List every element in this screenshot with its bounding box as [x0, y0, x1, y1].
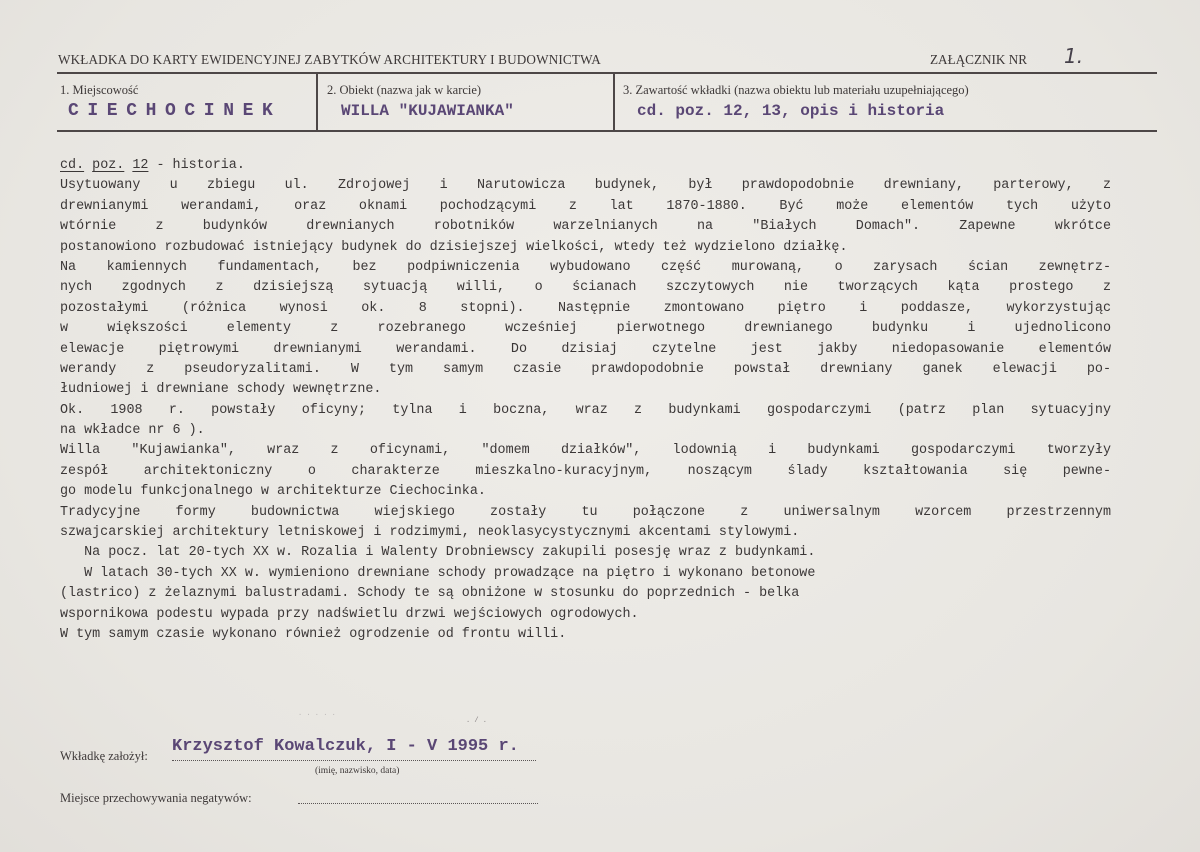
object-value: WILLA "KUJAWIANKA" — [341, 102, 514, 120]
header-top-rule — [57, 72, 1157, 74]
faint-mark: . / . — [466, 717, 488, 725]
field-divider-1 — [316, 73, 318, 130]
header-bottom-rule — [57, 130, 1157, 132]
faint-smudge: . . . . . — [298, 710, 336, 718]
text-line: wtórnie z budynków drewnianych robotników warzelnianych na "Białych Domach". Zapewne wkrótce — [60, 219, 1111, 235]
text-line: pozostałymi (różnica wynosi ok. 8 stopni). Następnie zmontowano piętro i poddasze, wykorzystując — [60, 300, 1111, 316]
text-line: Na kamiennych fundamentach, bez podpiwniczenia wybudowano część murowaną, o zarysach ścian zewnętrz- — [60, 259, 1111, 275]
negatives-label: Miejsce przechowywania negatywów: — [60, 791, 252, 805]
locality-value: CIECHOCINEK — [68, 101, 282, 121]
text-line: nych zgodnych z dzisiejszą sytuacją willi, o ścianach szczytowych nie tworzących kąta prostego z — [60, 280, 1111, 296]
field-divider-2 — [613, 73, 615, 130]
locality-label: 1. Miejscowość — [60, 83, 139, 97]
negatives-dotted-line — [298, 803, 538, 804]
text-line: Usytuowany u zbiegu ul. Zdrojowej i Narutowicza budynek, był prawdopodobnie drewniany, parterowy, z — [60, 178, 1111, 194]
author-value: Krzysztof Kowalczuk, I - V 1995 r. — [172, 737, 519, 756]
heading-part: cd. — [60, 158, 85, 173]
section-heading — [60, 156, 1140, 176]
text-line: drewnianymi werandami, oraz oknami pochodzącymi z lat 1870-1880. Być może elementów tych użyto — [60, 198, 1111, 214]
text-line: go modelu funkcjonalnego w architekturze Ciechocinka. — [60, 484, 486, 500]
form-title: WKŁADKA DO KARTY EWIDENCYJNEJ ZABYTKÓW ARCHITEKTURY I BUDOWNICTWA — [58, 52, 601, 67]
author-dotted-line — [172, 760, 536, 761]
text-line: na wkładce nr 6 ). — [60, 423, 205, 439]
heading-part: 12 — [132, 158, 149, 173]
author-caption: (imię, nazwisko, data) — [315, 766, 400, 776]
text-line: W tym samym czasie wykonano również ogrodzenie od frontu willi. — [60, 626, 567, 642]
text-line: wspornikowa podestu wypada przy nadświetlu drzwi wejściowych ogrodowych. — [60, 606, 639, 622]
text-line: Tradycyjne formy budownictwa wiejskiego zostały tu połączone z uniwersalnym wzorcem przestrzennym — [60, 504, 1111, 520]
text-line: W latach 30-tych XX w. wymieniono drewniane schody prowadzące na piętro i wykonano betonowe — [60, 565, 816, 581]
object-label: 2. Obiekt (nazwa jak w karcie) — [327, 83, 482, 97]
content-value: cd. poz. 12, 13, opis i historia — [637, 102, 945, 120]
text-line: (lastrico) z żelaznymi balustradami. Schody te są obniżone w stosunku do poprzednich - belka — [60, 586, 800, 602]
author-label: Wkładkę założył: — [60, 749, 148, 763]
text-line: elewacje piętrowymi drewnianymi werandami. Do dzisiaj czytelne jest jakby niedopasowanie elementów — [60, 341, 1111, 357]
text-line: Na pocz. lat 20-tych XX w. Rozalia i Walenty Drobniewscy zakupili posesję wraz z budynkami. — [60, 545, 816, 561]
text-line: Willa "Kujawianka", wraz z oficynami, "domem działków", lodownią i budynkami gospodarczymi tworzyły — [60, 443, 1111, 459]
text-line: łudniowej i drewniane schody wewnętrzne. — [60, 382, 382, 398]
heading-part: - historia. — [148, 158, 245, 173]
text-line: postanowiono rozbudować istniejący budynek do dzisiejszej wielkości, wtedy też wydzielono działkę. — [60, 239, 848, 255]
content-label: 3. Zawartość wkładki (nazwa obiektu lub materiału uzupełniającego) — [623, 83, 969, 97]
history-text — [60, 156, 1140, 645]
annex-label: ZAŁĄCZNIK NR — [930, 52, 1028, 67]
text-line: werandy z pseudoryzalitami. W tym samym czasie prawdopodobnie powstał drewniany ganek elewacji po- — [60, 361, 1111, 377]
annex-number: 1. — [1064, 44, 1084, 68]
text-line: zespół architektoniczny o charakterze mieszkalno-kuracyjnym, noszącym ślady kształtowania się pewne- — [60, 463, 1111, 479]
text-line: w większości elementy z rozebranego wcześniej pierwotnego drewnianego budynku i ujednolicono — [60, 321, 1111, 337]
heading-part: poz. — [92, 158, 125, 173]
text-line: szwajcarskiej architektury letniskowej i rodzimymi, neoklasycystycznymi akcentami stylowymi. — [60, 525, 800, 541]
text-line: Ok. 1908 r. powstały oficyny; tylna i boczna, wraz z budynkami gospodarczymi (patrz plan sytuacyjny — [60, 402, 1111, 418]
